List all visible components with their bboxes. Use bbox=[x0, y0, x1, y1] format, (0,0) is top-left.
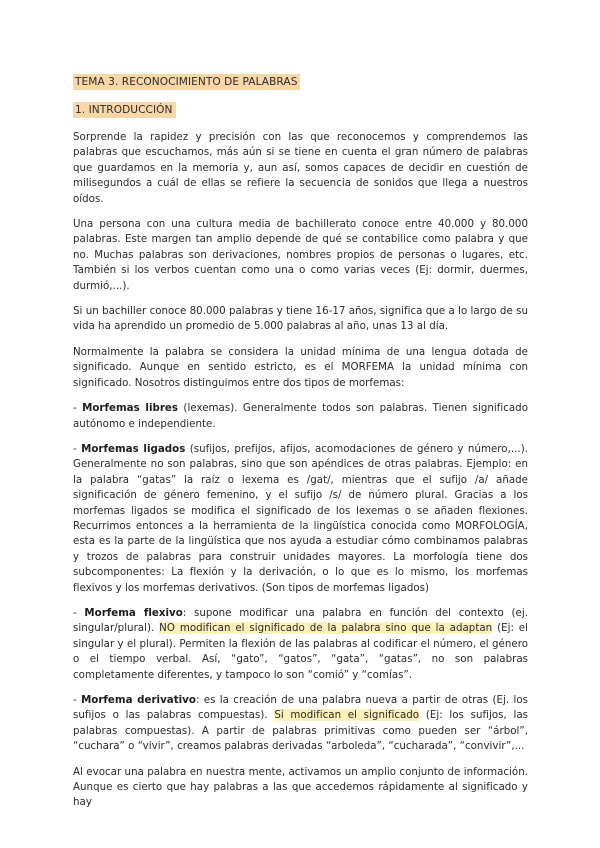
paragraph-morfemas-libres bbox=[73, 401, 528, 432]
list-dash: - bbox=[73, 402, 83, 415]
list-dash: - bbox=[73, 694, 82, 706]
definition-text: : es la creación de una palabra nueva a partir de otras (Ej. los sufijos o las palabras compuestas). bbox=[73, 694, 529, 722]
list-dash: - bbox=[73, 606, 85, 619]
list-dash: - bbox=[73, 442, 82, 455]
definition-text: (lexemas). Generalmente todos son palabras. Tienen significado autónomo e independiente. bbox=[73, 402, 528, 430]
paragraph-4: Normalmente la palabra se considera la unidad mínima de una lengua dotada de significado. Aunque en sentido estricto, es el MORFEMA la unidad mínima con significado. Nosotros distinguimos entre dos tipos de morfemas: bbox=[73, 345, 528, 389]
title-block bbox=[73, 70, 528, 90]
definition-text: (Ej: el singular y el plural). Permiten la flexión de las palabras al codificar el número, el género o el tiempo verbal. Así, “gato”, “gatos”, “gata”, “gatas”, no son palabras completamente diferentes, y tampoco lo son “comió” y “comías”. bbox=[73, 622, 529, 681]
term-morfema-derivativo: Morfema derivativo bbox=[81, 694, 196, 706]
paragraph-morfema-flexivo bbox=[73, 606, 528, 683]
paragraph-1: Sorprende la rapidez y precisión con las que reconocemos y comprendemos las palabras que escuchamos, más aún si se tiene en cuenta el gran número de palabras que guardamos en la memoria y, aun así, somos capaces de decidir en cuestión de milisegundos a cuál de ellas se refiere la secuencia de sonidos que llega a nuestros oídos. bbox=[73, 131, 528, 205]
term-morfema-flexivo: Morfema flexivo bbox=[84, 606, 183, 619]
paragraph-morfemas-ligados bbox=[73, 442, 528, 596]
highlighted-text: Si modifican el significado bbox=[274, 709, 420, 722]
paragraph-9: Al evocar una palabra en nuestra mente, activamos un amplio conjunto de información. Aunque es cierto que hay palabras a las que accedemos rápidamente al significado y hay bbox=[73, 765, 528, 809]
paragraph-2: Una persona con una cultura media de bachillerato conoce entre 40.000 y 80.000 palabras. Este margen tan amplio depende de qué se contabilice como palabra y que no. Muchas palabras son derivaciones, nombres propios de personas o lugares, etc. También si los verbos cuentan como una o como varias veces (Ej: dormir, duermes, durmió,...). bbox=[73, 218, 528, 292]
definition-text: : supone modificar una palabra en función del contexto (ej. singular/plural). bbox=[73, 606, 528, 635]
section-block bbox=[73, 98, 528, 118]
highlighted-text: NO modifican el significado de la palabra sino que la adaptan bbox=[159, 622, 493, 635]
term-morfemas-ligados: Morfemas ligados bbox=[81, 442, 186, 455]
section-heading: 1. INTRODUCCIÓN bbox=[73, 102, 176, 118]
definition-text: (Ej: los sufijos, las palabras compuestas). A partir de palabras primitivas como pueden ser “árbol”, “cuchara” o “vivir”, creamos palabras derivadas “arboleda”, “cucharada”, “convivir”,... bbox=[73, 709, 528, 753]
definition-text: (sufijos, prefijos, afijos, acomodaciones de género y número,...). Generalmente no son palabras, sino que son apéndices de otras palabras. Ejemplo: en la palabra “gatas” la raíz o lexema es /gat/, mientras que el sufijo /a/ añade significación de género femenino, y el sufijo /s/ de número plural. Gracias a los morfemas ligados se modifica el significado de los lexemas o se añaden flexiones. Recurrimos entonces a la herramienta de la lingüística conocida como MORFOLOGÍA, esta es la parte de la lingüística que nos ayuda a estudiar cómo combinamos palabras y trozos de palabras para construir unidades mayores. La morfología tiene dos subcomponentes: La flexión y la derivación, o lo que es lo mismo, los morfemas flexivos y los morfemas derivativos. (Son tipos de morfemas ligados) bbox=[73, 442, 529, 594]
paragraph-morfema-derivativo bbox=[73, 693, 528, 755]
paragraph-3: Si un bachiller conoce 80.000 palabras y tiene 16-17 años, significa que a lo largo de su vida ha aprendido un promedio de 5.000 palabras al año, unas 13 al día. bbox=[73, 305, 528, 333]
document-title: TEMA 3. RECONOCIMIENTO DE PALABRAS bbox=[73, 74, 300, 90]
term-morfemas-libres: Morfemas libres bbox=[82, 402, 179, 415]
